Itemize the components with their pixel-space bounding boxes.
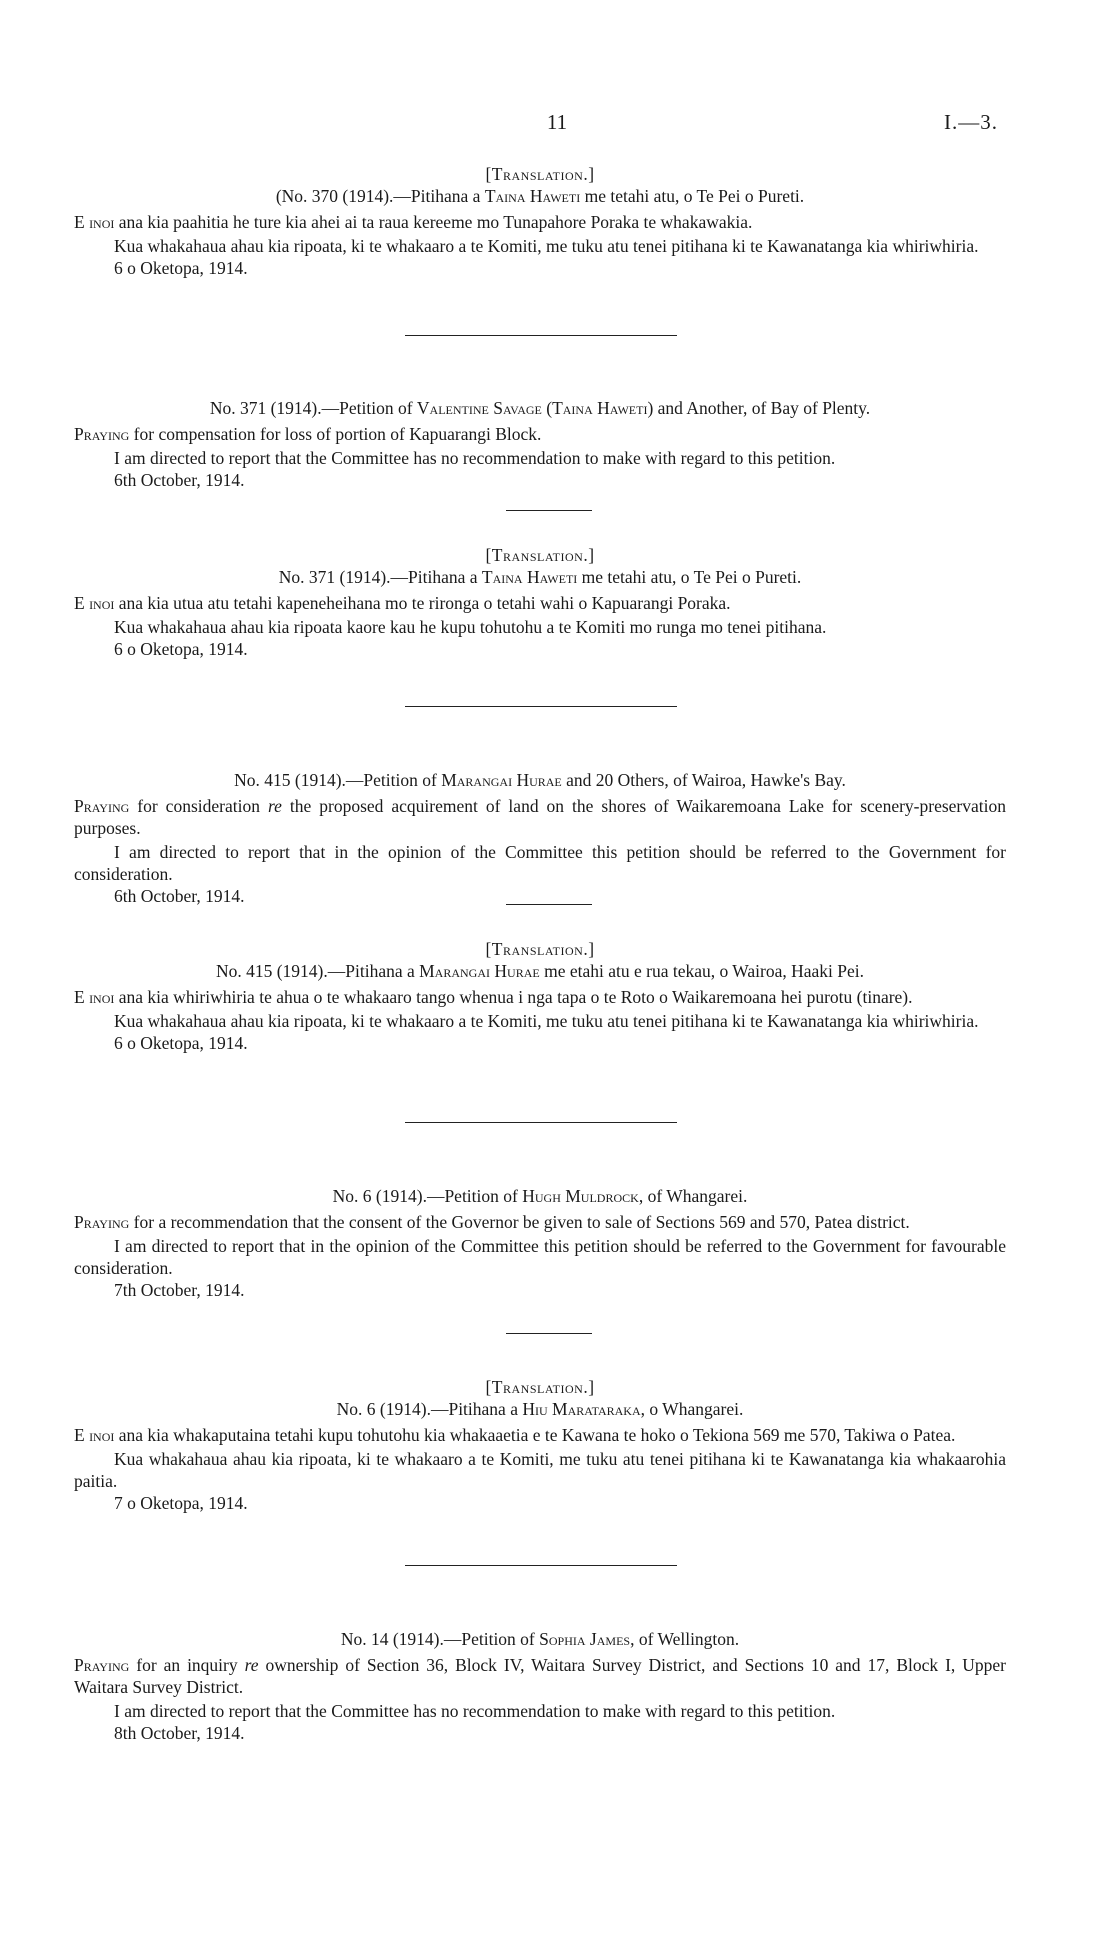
report-paragraph: I am directed to report that the Committee has no recommendation to make with regard to this petition. [114,448,836,468]
prayer-paragraph: E inoi ana kia whiriwhiria te ahua o te whakaaro tango whenua i nga tapa o te Roto o Waikaremoana hei purotu (tinare). [74,987,913,1007]
petition-heading: No. 371 (1914).—Pitihana a Taina Haweti me tetahi atu, o Te Pei o Pureti. [278,567,802,587]
petition-6-translation [74,1376,1006,1514]
report-paragraph: I am directed to report that in the opinion of the Committee this petition should be referred to the Government for favourable consideration. [74,1236,1006,1278]
petition-date: 6 o Oketopa, 1914. [114,1033,248,1053]
prayer-paragraph: Praying for compensation for loss of portion of Kapuarangi Block. [74,424,542,444]
petitioner-name: Taina Haweti [484,186,581,206]
petition-heading: No. 6 (1914).—Pitihana a Hiu Marataraka, o Whangarei. [336,1399,744,1419]
petition-14 [74,1628,1006,1744]
petition-heading: No. 6 (1914).—Petition of Hugh Muldrock, of Whangarei. [332,1186,748,1206]
translation-label: [Translation.] [485,545,595,565]
petition-6 [74,1185,1006,1301]
report-paragraph: I am directed to report that in the opinion of the Committee this petition should be referred to the Government for consideration. [74,842,1006,884]
petitioner-name: Marangai Hurae [441,770,562,790]
page-number: 11 [546,110,568,134]
prayer-paragraph: E inoi ana kia paahitia he ture kia ahei ai ta raua kereeme mo Tunapahore Poraka te whakawakia. [74,212,753,232]
petition-heading: No. 14 (1914).—Petition of Sophia James, of Wellington. [340,1629,740,1649]
prayer-paragraph: E inoi ana kia whakaputaina tetahi kupu tohutohu kia whakaaetia e te Kawana te hoko o Tekiona 569 me 570, Takiwa o Patea. [74,1425,956,1445]
translation-label: [Translation.] [485,1377,595,1397]
translation-label: [Translation.] [485,939,595,959]
petition-415 [74,769,1006,907]
petition-371 [74,397,1006,491]
section-divider [405,1565,677,1566]
petition-date: 7th October, 1914. [114,1280,245,1300]
prayer-paragraph: Praying for consideration re the proposed acquirement of land on the shores of Waikaremoana Lake for scenery-preservation purposes. [74,796,1006,838]
report-paragraph: Kua whakahaua ahau kia ripoata kaore kau he kupu tohutohu a te Komiti mo runga mo tenei pitihana. [114,617,827,637]
report-paragraph: I am directed to report that the Committee has no recommendation to make with regard to this petition. [114,1701,836,1721]
petitioner-name: Hugh Muldrock [522,1186,639,1206]
prayer-paragraph: E inoi ana kia utua atu tetahi kapeneheihana mo te rironga o tetahi wahi o Kapuarangi Poraka. [74,593,731,613]
petition-date: 6th October, 1914. [114,886,245,906]
report-paragraph: Kua whakahaua ahau kia ripoata, ki te whakaaro a te Komiti, me tuku atu tenei pitihana ki te Kawanatanga kia whakaarohia paitia. [74,1449,1006,1491]
section-divider [405,1122,677,1123]
report-paragraph: Kua whakahaua ahau kia ripoata, ki te whakaaro a te Komiti, me tuku atu tenei pitihana ki te Kawanatanga kia whiriwhiria. [114,1011,979,1031]
prayer-paragraph: Praying for a recommendation that the consent of the Governor be given to sale of Sections 569 and 570, Patea district. [74,1212,910,1232]
petition-371-translation [74,544,1006,660]
petitioner-name: Taina Haweti [481,567,578,587]
short-divider [506,904,592,905]
section-divider [405,706,677,707]
petition-415-translation [74,938,1006,1054]
petition-date: 6 o Oketopa, 1914. [114,639,248,659]
petition-date: 8th October, 1914. [114,1723,245,1743]
petitioner-name: Sophia James [539,1629,631,1649]
petition-date: 6th October, 1914. [114,470,245,490]
petition-date: 7 o Oketopa, 1914. [114,1493,248,1513]
petitioner-name: Marangai Hurae [419,961,540,981]
prayer-paragraph: Praying for an inquiry re ownership of Section 36, Block IV, Waitara Survey District, and Sections 10 and 17, Block I, Upper Waitara Survey District. [74,1655,1006,1697]
petitioner-name: Valentine Savage (Taina Haweti) [416,398,654,418]
petition-date: 6 o Oketopa, 1914. [114,258,248,278]
short-divider [506,510,592,511]
section-divider [405,335,677,336]
petition-heading: No. 371 (1914).—Petition of Valentine Savage (Taina Haweti) and Another, of Bay of Plenty. [209,398,871,418]
petition-heading: No. 415 (1914).—Pitihana a Marangai Hurae me etahi atu e rua tekau, o Wairoa, Haaki Pei. [215,961,865,981]
short-divider [506,1333,592,1334]
petition-370-translation [74,163,1006,279]
petition-heading: No. 415 (1914).—Petition of Marangai Hurae and 20 Others, of Wairoa, Hawke's Bay. [234,770,846,790]
petitioner-name: Hiu Marataraka [522,1399,641,1419]
page-reference: I.—3. [944,110,998,134]
petition-heading: (No. 370 (1914).—Pitihana a Taina Haweti me tetahi atu, o Te Pei o Pureti. [275,186,805,206]
translation-label: [Translation.] [485,164,595,184]
report-paragraph: Kua whakahaua ahau kia ripoata, ki te whakaaro a te Komiti, me tuku atu tenei pitihana ki te Kawanatanga kia whiriwhiria. [114,236,979,256]
